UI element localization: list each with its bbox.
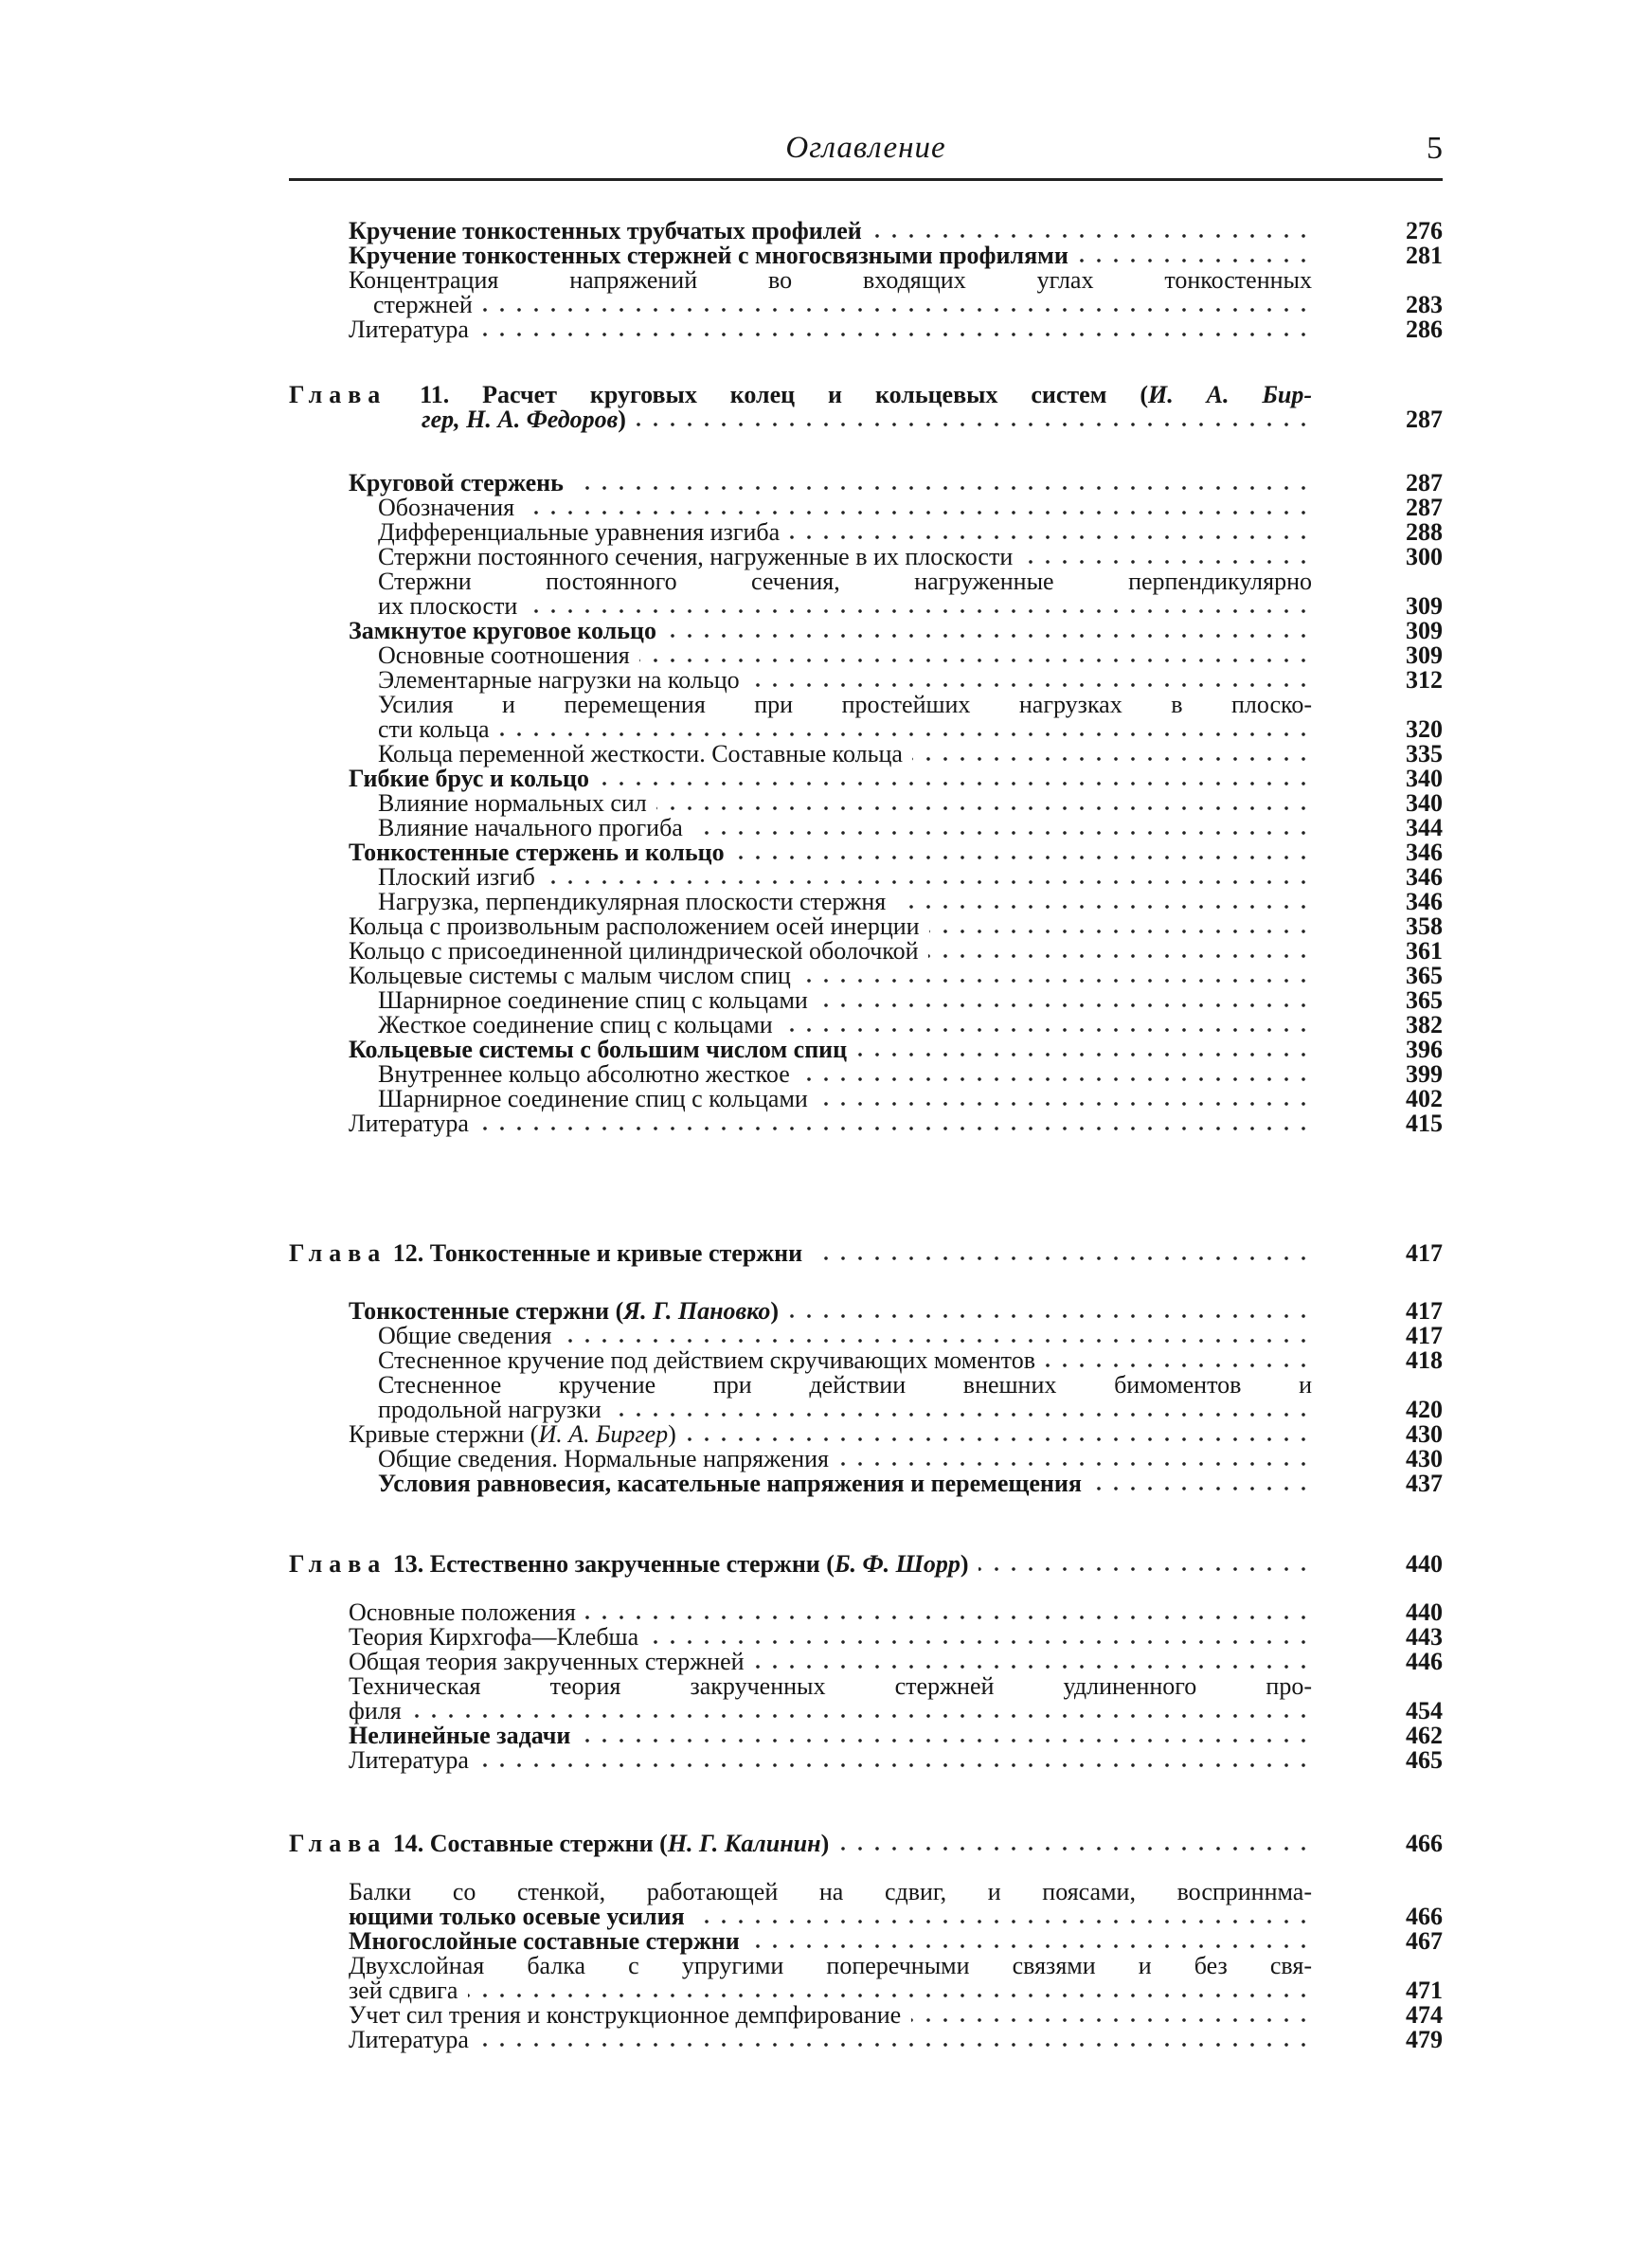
toc-entry-text: Нагрузка, перпендикулярная плоскости стержня [378,889,887,915]
dot-leader [1023,559,1312,565]
toc-page-number: 300 [1406,543,1443,570]
toc-entry [378,1446,1312,1472]
dot-leader [666,633,1312,639]
toc-entry-author: И. А. Биргер [538,1421,669,1448]
toc-entry-text: Учет сил трения и конструкционное демпфирование [349,2002,902,2029]
dot-leader [478,332,1312,337]
toc-page-number: 320 [1406,715,1443,743]
toc-entry-text: Литература [349,316,469,343]
dot-leader [857,1052,1312,1057]
toc-entry-text: ющими только осевые усилия [349,1904,685,1930]
dot-leader [636,422,1312,427]
toc-entry-title [349,1953,1312,1979]
toc-entry [349,840,1312,866]
toc-page-number: 471 [1406,1977,1443,2004]
toc-entry-title [378,667,740,694]
toc-entry-text: Стержни постоянного сечения, нагруженные перпендикулярно [378,569,1312,595]
dot-leader [749,1943,1312,1949]
toc-entry-text: Кривые стержни ( [349,1421,539,1448]
toc-entry [378,987,1312,1014]
toc-entry-text: Тонкостенные стержень и кольцо [349,840,725,866]
toc-page-number: 309 [1406,641,1443,669]
toc-entry-title [349,470,564,497]
toc-entry-title [349,1110,469,1137]
toc-entry [349,1421,1312,1448]
toc-entry [378,790,1312,817]
toc-entry-text: Теория Кирхгофа—Клебша [349,1624,639,1651]
toc-page-number: 440 [1406,1598,1443,1626]
toc-entry [422,406,1312,433]
dot-leader [1078,258,1312,263]
toc-page-number: 479 [1406,2026,1443,2053]
toc-entry [378,667,1312,694]
toc-entry-text: Усилия и перемещения при простейших нагрузках в плоско- [378,692,1312,718]
toc-page-number: 474 [1406,2001,1443,2029]
toc-entry-title [349,218,862,244]
toc-page-number: 283 [1406,291,1443,318]
toc-entry-title [378,987,808,1014]
toc-entry-title [378,815,683,841]
toc-entry [378,815,1312,841]
toc-entry [378,495,1312,521]
toc-entry [378,1323,1312,1349]
toc-entry-title [378,716,490,743]
toc-entry-text: Условия равновесия, касательные напряжения и перемещения [378,1471,1082,1497]
dot-leader [478,1126,1312,1131]
dot-leader [686,1436,1312,1442]
toc-entry [349,1037,1312,1063]
toc-entry-text: 14. Составные стержни ( [386,1831,668,1857]
toc-entry-title [378,1446,829,1472]
toc-entry-text: Общие сведения. Нормальные напряжения [378,1446,830,1472]
toc-entry [349,243,1312,269]
toc-page-number: 340 [1406,765,1443,792]
toc-page-number: 430 [1406,1420,1443,1448]
toc-entry-text: Стержни постоянного сечения, нагруженные в их плоскости [378,544,1014,570]
toc-entry [373,292,1312,318]
toc-entry-title [289,1551,969,1578]
toc-entry [349,938,1312,965]
toc-entry-title [378,1471,1082,1497]
toc-entry-text: Круговой стержень [349,470,564,497]
dot-leader [573,485,1312,491]
toc-page-number: 365 [1406,986,1443,1014]
toc-entry-text: 13. Естественно закрученные стержни ( [386,1551,835,1578]
dot-leader [817,1101,1312,1107]
toc-entry [349,963,1312,989]
dot-leader [585,1615,1312,1620]
toc-page-number: 417 [1406,1322,1443,1349]
dot-leader [639,658,1312,663]
toc-entry-title [349,1673,1312,1700]
toc-entry [349,618,1312,644]
toc-entry [378,1372,1312,1399]
toc-entry-title [378,642,630,669]
dot-leader [478,1762,1312,1768]
running-title: Оглавление [785,131,946,165]
toc-entry-title [349,963,791,989]
toc-entry [349,1904,1312,1930]
header-rule [289,178,1443,181]
toc-entry [349,766,1312,792]
toc-entry-text: Влияние начального прогиба [378,815,683,841]
toc-entry-title [349,840,725,866]
toc-entry-title [378,1086,808,1112]
toc-entry [378,889,1312,915]
toc-entry-title [378,593,517,620]
toc-page-number: 443 [1406,1623,1443,1651]
toc-entry-title [349,2002,901,2029]
toc-entry-title [378,1397,602,1423]
toc-entry-text: Концентрация напряжений во входящих углах тонкостенных [349,267,1312,294]
toc-entry-title [378,569,1312,595]
toc-page-number: 467 [1406,1927,1443,1955]
toc-page-number: 340 [1406,789,1443,817]
toc-entry-title [289,1240,802,1267]
chapter-label: Глава [289,1831,387,1857]
chapter-label: Глава [289,1551,387,1578]
toc-entry-title [349,243,1068,269]
toc-entry [378,741,1312,767]
toc-entry-text: Внутреннее кольцо абсолютно жесткое [378,1061,790,1088]
dot-leader [871,233,1312,239]
toc-page-number: 399 [1406,1060,1443,1088]
dot-leader [545,879,1312,885]
toc-entry-text: их плоскости [378,593,518,620]
toc-page-number: 309 [1406,617,1443,644]
toc-entry-text: Кольцевые системы с малым числом спиц [349,963,791,989]
toc-entry-text: Влияние нормальных сил [378,790,647,817]
toc-page-number: 365 [1406,962,1443,989]
toc-entry-text: Кольца с произвольным расположением осей инерции [349,913,920,940]
toc-entry [378,864,1312,891]
dot-leader [478,2042,1312,2048]
toc-entry-title [349,2027,469,2053]
dot-leader [800,978,1312,984]
toc-page-number: 361 [1406,937,1443,965]
toc-page-number: 287 [1406,494,1443,521]
toc-entry [349,1977,1312,2004]
dot-leader [499,731,1312,737]
toc-entry-text: сти кольца [378,716,490,743]
toc-entry-text: Общие сведения [378,1323,552,1349]
chapter-heading [289,382,1312,408]
toc-page-number: 437 [1406,1470,1443,1497]
toc-page-number: 346 [1406,839,1443,866]
toc-entry-title [349,1624,638,1651]
dot-leader [929,929,1312,934]
toc-entry [349,1879,1312,1905]
toc-entry-text: Шарнирное соединение спиц с кольцами [378,987,808,1014]
toc-entry-text: 11. Расчет круговых колец и кольцевых систем ( [386,382,1148,408]
toc-entry-text: Кольцевые системы с большим числом спиц [349,1037,848,1063]
toc-entry-title [378,1061,790,1088]
toc-entry-title [349,1037,847,1063]
toc-entry-title [378,790,647,817]
toc-entry-title [378,692,1312,718]
toc-entry-title [378,544,1013,570]
dot-leader [782,1027,1312,1033]
toc-page-number: 312 [1406,666,1443,694]
toc-entry-title [378,1347,1035,1374]
dot-leader [734,855,1312,860]
toc-entry-title [349,1698,402,1724]
toc-entry [349,1698,1312,1724]
toc-entry [349,1723,1312,1749]
dot-leader [562,1338,1312,1344]
toc-entry [378,519,1312,546]
toc-page-number: 287 [1406,406,1443,433]
toc-entry-text: Основные положения [349,1599,576,1626]
toc-entry-title [378,1323,551,1349]
toc-entry-author: Я. Г. Пановко [623,1298,771,1325]
dot-leader [813,1255,1312,1261]
chapter-label: Глава [289,1240,387,1267]
toc-entry-text: Плоский изгиб [378,864,535,891]
dot-leader [896,904,1312,910]
dot-leader [611,1412,1312,1417]
dot-leader [482,307,1312,313]
toc-entry [349,470,1312,497]
toc-entry-text: Стесненное кручение под действием скручивающих моментов [378,1347,1035,1374]
toc-entry-text: Литература [349,1747,469,1774]
toc-entry-title [349,1747,469,1774]
dot-leader [979,1566,1312,1572]
toc-entry [349,2027,1312,2053]
dot-leader [1045,1363,1312,1368]
dot-leader [525,510,1312,515]
toc-entry-title [289,1831,829,1857]
toc-entry [378,642,1312,669]
toc-page-number: 276 [1406,217,1443,244]
toc-entry [378,692,1312,718]
toc-entry-text: Кручение тонкостенных стержней с многосвязными профилями [349,243,1068,269]
toc-page-number: 396 [1406,1036,1443,1063]
toc-page-number: 430 [1406,1445,1443,1472]
toc-entry-title [349,618,656,644]
toc-entry-title [378,519,780,546]
toc-entry-title [378,1012,773,1038]
toc-entry [349,1928,1312,1955]
chapter-heading [289,1831,1312,1857]
toc-entry-title [349,316,469,343]
dot-leader [581,1738,1312,1743]
toc-entry-title [422,406,626,433]
toc-entry [378,1086,1312,1112]
toc-entry-title [373,292,473,318]
toc-entry-author: гер, Н. А. Федоров [422,406,619,433]
toc-entry-text: стержней [373,292,473,318]
toc-entry-title [349,1599,576,1626]
toc-entry-text: Общая теория закрученных стержней [349,1649,745,1675]
toc-entry-title [349,1879,1312,1905]
page-number: 5 [1427,131,1443,166]
toc-entry-text: Многослойные составные стержни [349,1928,740,1955]
toc-entry-text: филя [349,1698,402,1724]
toc-entry-title [349,913,920,940]
toc-entry-text: Дифференциальные уравнения изгиба [378,519,781,546]
dot-leader [928,953,1312,959]
dot-leader [749,682,1312,688]
toc-entry-title [378,864,535,891]
toc-page-number: 420 [1406,1396,1443,1423]
toc-entry-title [349,1904,685,1930]
toc-entry [378,544,1312,570]
dot-leader [839,1461,1312,1467]
dot-leader [694,1919,1312,1924]
toc-entry-text: Обозначения [378,495,515,521]
toc-entry-text: Нелинейные задачи [349,1723,571,1749]
toc-entry-text: продольной нагрузки [378,1397,602,1423]
chapter-heading [289,1240,1312,1267]
chapter-heading [289,1551,1312,1578]
toc-page-number: 440 [1406,1550,1443,1578]
toc-entry-title [378,889,886,915]
toc-entry [378,1397,1312,1423]
toc-entry-text: Техническая теория закрученных стержней удлиненного про- [349,1673,1312,1700]
toc-entry-text: Шарнирное соединение спиц с кольцами [378,1086,808,1112]
toc-entry-title [349,1649,745,1675]
toc-entry [378,1061,1312,1088]
toc-entry-tail: ) [960,1551,969,1578]
toc-entry-author: Н. Г. Калинин [667,1831,821,1857]
dot-leader [692,830,1312,836]
toc-entry-text: Литература [349,2027,469,2053]
toc-entry [349,1747,1312,1774]
dot-leader [599,781,1312,786]
toc-entry-title [378,1372,1312,1399]
toc-entry [349,1624,1312,1651]
toc-entry [349,1649,1312,1675]
toc-entry [349,1673,1312,1700]
toc-page-number: 281 [1406,242,1443,269]
toc-page-number: 346 [1406,888,1443,915]
toc-page-number: 462 [1406,1722,1443,1749]
toc-entry-text: Тонкостенные стержни ( [349,1298,624,1325]
toc-page-number: 466 [1406,1830,1443,1857]
dot-leader [799,1076,1312,1082]
toc-entry-author: И. А. Бир- [1147,382,1312,408]
toc-entry-title [349,1723,570,1749]
toc-entry-text: Жесткое соединение спиц с кольцами [378,1012,773,1038]
toc-entry-text: зей сдвига [349,1977,458,2004]
dot-leader [411,1713,1312,1719]
toc-entry-title [349,1421,676,1448]
toc-page-number: 417 [1406,1239,1443,1267]
toc-entry-text: Литература [349,1110,469,1137]
dot-leader [1091,1486,1312,1491]
toc-entry-title [378,495,514,521]
toc-entry [349,1298,1312,1325]
toc-entry-title [349,267,1312,294]
dot-leader [468,1993,1312,1998]
toc-entry [378,1012,1312,1038]
toc-entry [378,1347,1312,1374]
toc-page-number: 335 [1406,740,1443,767]
toc-page-number: 287 [1406,469,1443,497]
toc-entry-text: 12. Тонкостенные и кривые стержни [386,1240,803,1267]
toc-entry-text: Элементарные нагрузки на кольцо [378,667,740,694]
toc-entry [349,1599,1312,1626]
toc-entry-tail: ) [618,406,626,433]
dot-leader [789,1313,1312,1319]
toc-page-number: 402 [1406,1085,1443,1112]
toc-entry-title [289,382,1312,408]
toc-entry [349,913,1312,940]
toc-entry [378,569,1312,595]
chapter-label: Глава [289,382,387,408]
toc-page-number: 344 [1406,814,1443,841]
toc-entry-text: Основные соотношения [378,642,630,669]
toc-entry-title [349,938,919,965]
toc-entry-text: Кручение тонкостенных трубчатых профилей [349,218,862,244]
toc-entry [349,1110,1312,1137]
toc-entry-title [349,1298,779,1325]
toc-page-number: 446 [1406,1648,1443,1675]
toc-entry-text: Балки со стенкой, работающей на сдвиг, и поясами, восприннма- [349,1879,1312,1905]
dot-leader [649,1639,1312,1645]
toc-entry-author: Б. Ф. Шорр [834,1551,961,1578]
dot-leader [912,756,1312,762]
toc-page-number: 466 [1406,1903,1443,1930]
dot-leader [817,1002,1312,1008]
dot-leader [528,608,1312,614]
toc-entry-tail: ) [820,1831,830,1857]
toc-entry-title [378,741,903,767]
toc-page-number: 465 [1406,1746,1443,1774]
toc-entry [349,1953,1312,1979]
toc-page-number: 454 [1406,1697,1443,1724]
dot-leader [790,534,1312,540]
toc-page-number: 288 [1406,518,1443,546]
toc-entry [349,218,1312,244]
toc-page-number: 415 [1406,1110,1443,1137]
toc-page-number: 417 [1406,1297,1443,1325]
toc-entry-title [349,1928,740,1955]
dot-leader [754,1664,1312,1670]
toc-page-number: 286 [1406,316,1443,343]
toc-entry-text: Гибкие брус и кольцо [349,766,589,792]
toc-entry-text: Кольца переменной жесткости. Составные кольца [378,741,903,767]
dot-leader [911,2017,1312,2023]
toc-entry-text: Замкнутое круговое кольцо [349,618,656,644]
toc-page-number: 346 [1406,863,1443,891]
toc-entry-tail: ) [668,1421,676,1448]
dot-leader [656,805,1312,811]
toc-entry [378,593,1312,620]
toc-page-number: 358 [1406,912,1443,940]
toc-entry-text: Двухслойная балка с упругими поперечными связями и без свя- [349,1953,1312,1979]
page-header [289,131,1443,178]
dot-leader [839,1846,1312,1851]
toc-page-number: 309 [1406,592,1443,620]
toc-entry [378,716,1312,743]
toc-entry-title [349,766,589,792]
toc-entry [349,2002,1312,2029]
toc-entry-tail: ) [770,1298,780,1325]
toc-entry-text: Стесненное кручение при действии внешних бимоментов и [378,1372,1312,1399]
toc-entry-text: Кольцо с присоединенной цилиндрической оболочкой [349,938,919,965]
toc-entry [349,316,1312,343]
toc-entry-title [349,1977,458,2004]
toc-entry [378,1471,1312,1497]
toc-page-number: 418 [1406,1346,1443,1374]
toc-page-number: 382 [1406,1011,1443,1038]
toc-entry [349,267,1312,294]
